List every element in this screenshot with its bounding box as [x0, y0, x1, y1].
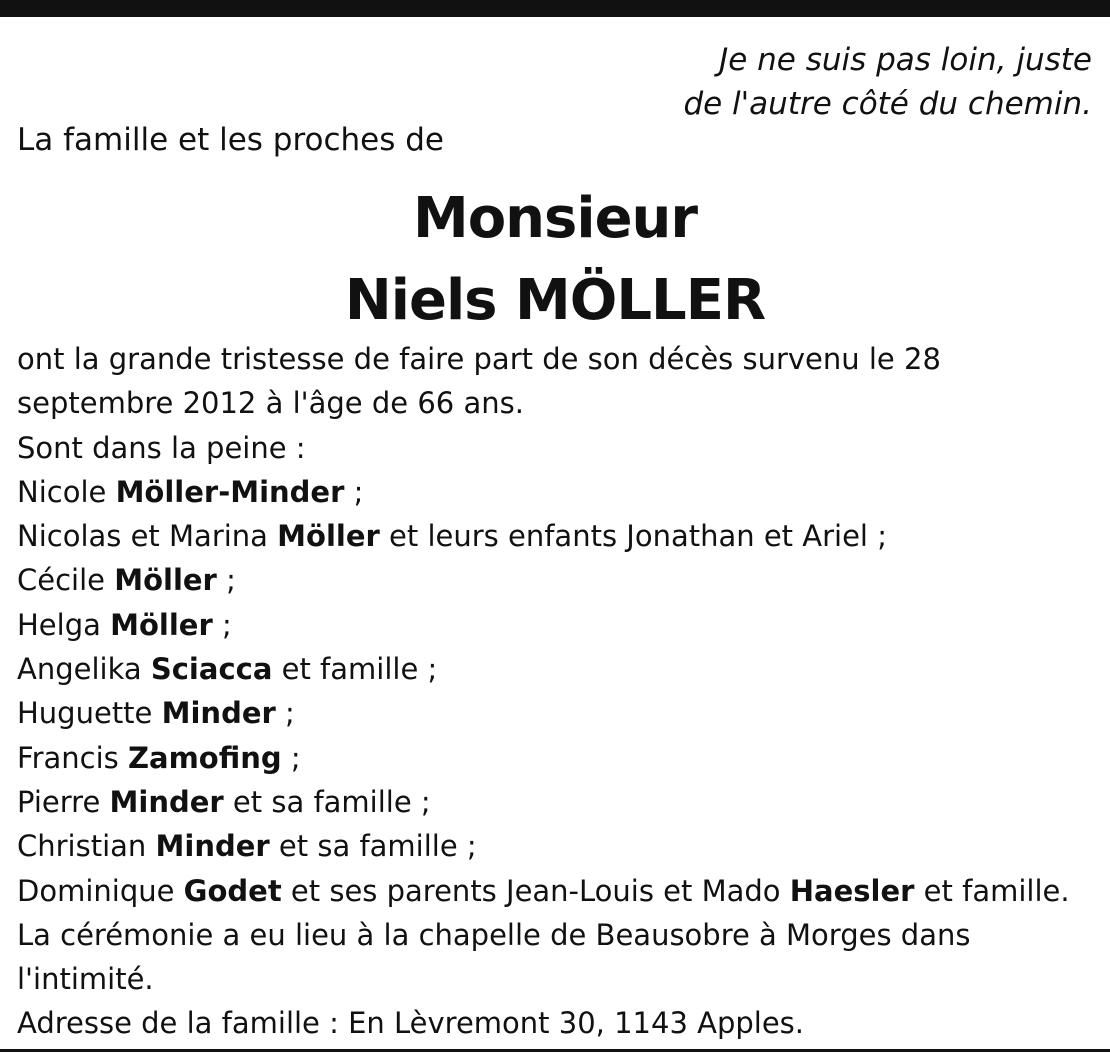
mourner-line	[17, 514, 1097, 558]
mourner-first-name: Christian	[17, 829, 156, 864]
mourner-line	[17, 824, 1097, 868]
mourner-line	[17, 647, 1097, 691]
mourner-surname: Haesler	[789, 873, 915, 908]
mourner-surname: Möller-Minder	[115, 474, 345, 509]
announcement-line-1: ont la grande tristesse de faire part de son décès survenu le 28	[17, 342, 941, 376]
mourner-first-name: Nicole	[17, 474, 116, 509]
mourner-line	[17, 603, 1097, 647]
mourner-surname: Möller	[277, 519, 380, 554]
mourner-line	[17, 736, 1097, 780]
announcement-line-2: septembre 2012 à l'âge de 66 ans.	[17, 386, 524, 421]
mourner-surname: Minder	[155, 829, 270, 864]
mourner-suffix: et sa famille ;	[223, 784, 431, 819]
epigraph-line-1: Je ne suis pas loin, juste	[719, 42, 1092, 78]
mourner-first-name: Angelika	[17, 652, 151, 687]
mourner-suffix: et sa famille ;	[269, 829, 477, 864]
deceased-name: Niels MÖLLER	[344, 268, 766, 333]
mourner-suffix: ;	[281, 740, 301, 775]
mourner-surname: Zamofing	[127, 740, 282, 775]
mourner-line	[17, 691, 1097, 735]
mourner-first-name: Cécile	[17, 563, 115, 598]
mourner-surname: Sciacca	[150, 652, 273, 687]
mourner-suffix: et leurs enfants Jonathan et Ariel ;	[379, 519, 887, 554]
mourner-suffix: et famille ;	[272, 652, 438, 687]
top-border-bar	[0, 0, 1110, 17]
mourner-suffix: ;	[275, 696, 295, 731]
mourner-line	[17, 558, 1097, 602]
mourner-line-last	[17, 869, 1097, 913]
deceased-title: Monsieur	[412, 186, 698, 251]
mourner-first-name: Francis	[17, 740, 128, 775]
ceremony-line-2: l'intimité.	[17, 962, 154, 997]
obituary-body	[17, 337, 1097, 1046]
mourner-relation: et ses parents Jean-Louis et Mado	[281, 873, 790, 908]
mourner-surname: Minder	[109, 784, 224, 819]
mourner-first-name: Dominique	[17, 873, 184, 908]
mourner-suffix: ;	[212, 607, 232, 642]
mourner-suffix: ;	[216, 563, 236, 598]
family-address: Adresse de la famille : En Lèvremont 30, 1143 Apples.	[17, 1006, 805, 1041]
mourner-line	[17, 780, 1097, 824]
mourner-surname: Minder	[161, 696, 276, 731]
mourner-surname: Godet	[183, 873, 282, 908]
mourner-suffix: ;	[344, 474, 364, 509]
deceased-name-block	[0, 178, 1110, 342]
mourners-intro: Sont dans la peine :	[17, 430, 306, 465]
epigraph-line-2: de l'autre côté du chemin.	[683, 86, 1092, 122]
mourner-first-name: Pierre	[17, 784, 110, 819]
epigraph-quote	[683, 38, 1092, 126]
mourner-suffix: et famille.	[914, 873, 1070, 908]
mourner-first-name: Helga	[17, 607, 111, 642]
mourner-surname: Möller	[114, 563, 217, 598]
intro-text: La famille et les proches de	[17, 122, 444, 158]
mourner-first-name: Nicolas et Marina	[17, 519, 278, 554]
ceremony-line-1: La cérémonie a eu lieu à la chapelle de Beausobre à Morges dans	[17, 917, 971, 952]
mourner-surname: Möller	[110, 607, 213, 642]
mourner-first-name: Huguette	[17, 696, 162, 731]
mourner-line	[17, 470, 1097, 514]
bottom-border-rule	[0, 1049, 1110, 1052]
